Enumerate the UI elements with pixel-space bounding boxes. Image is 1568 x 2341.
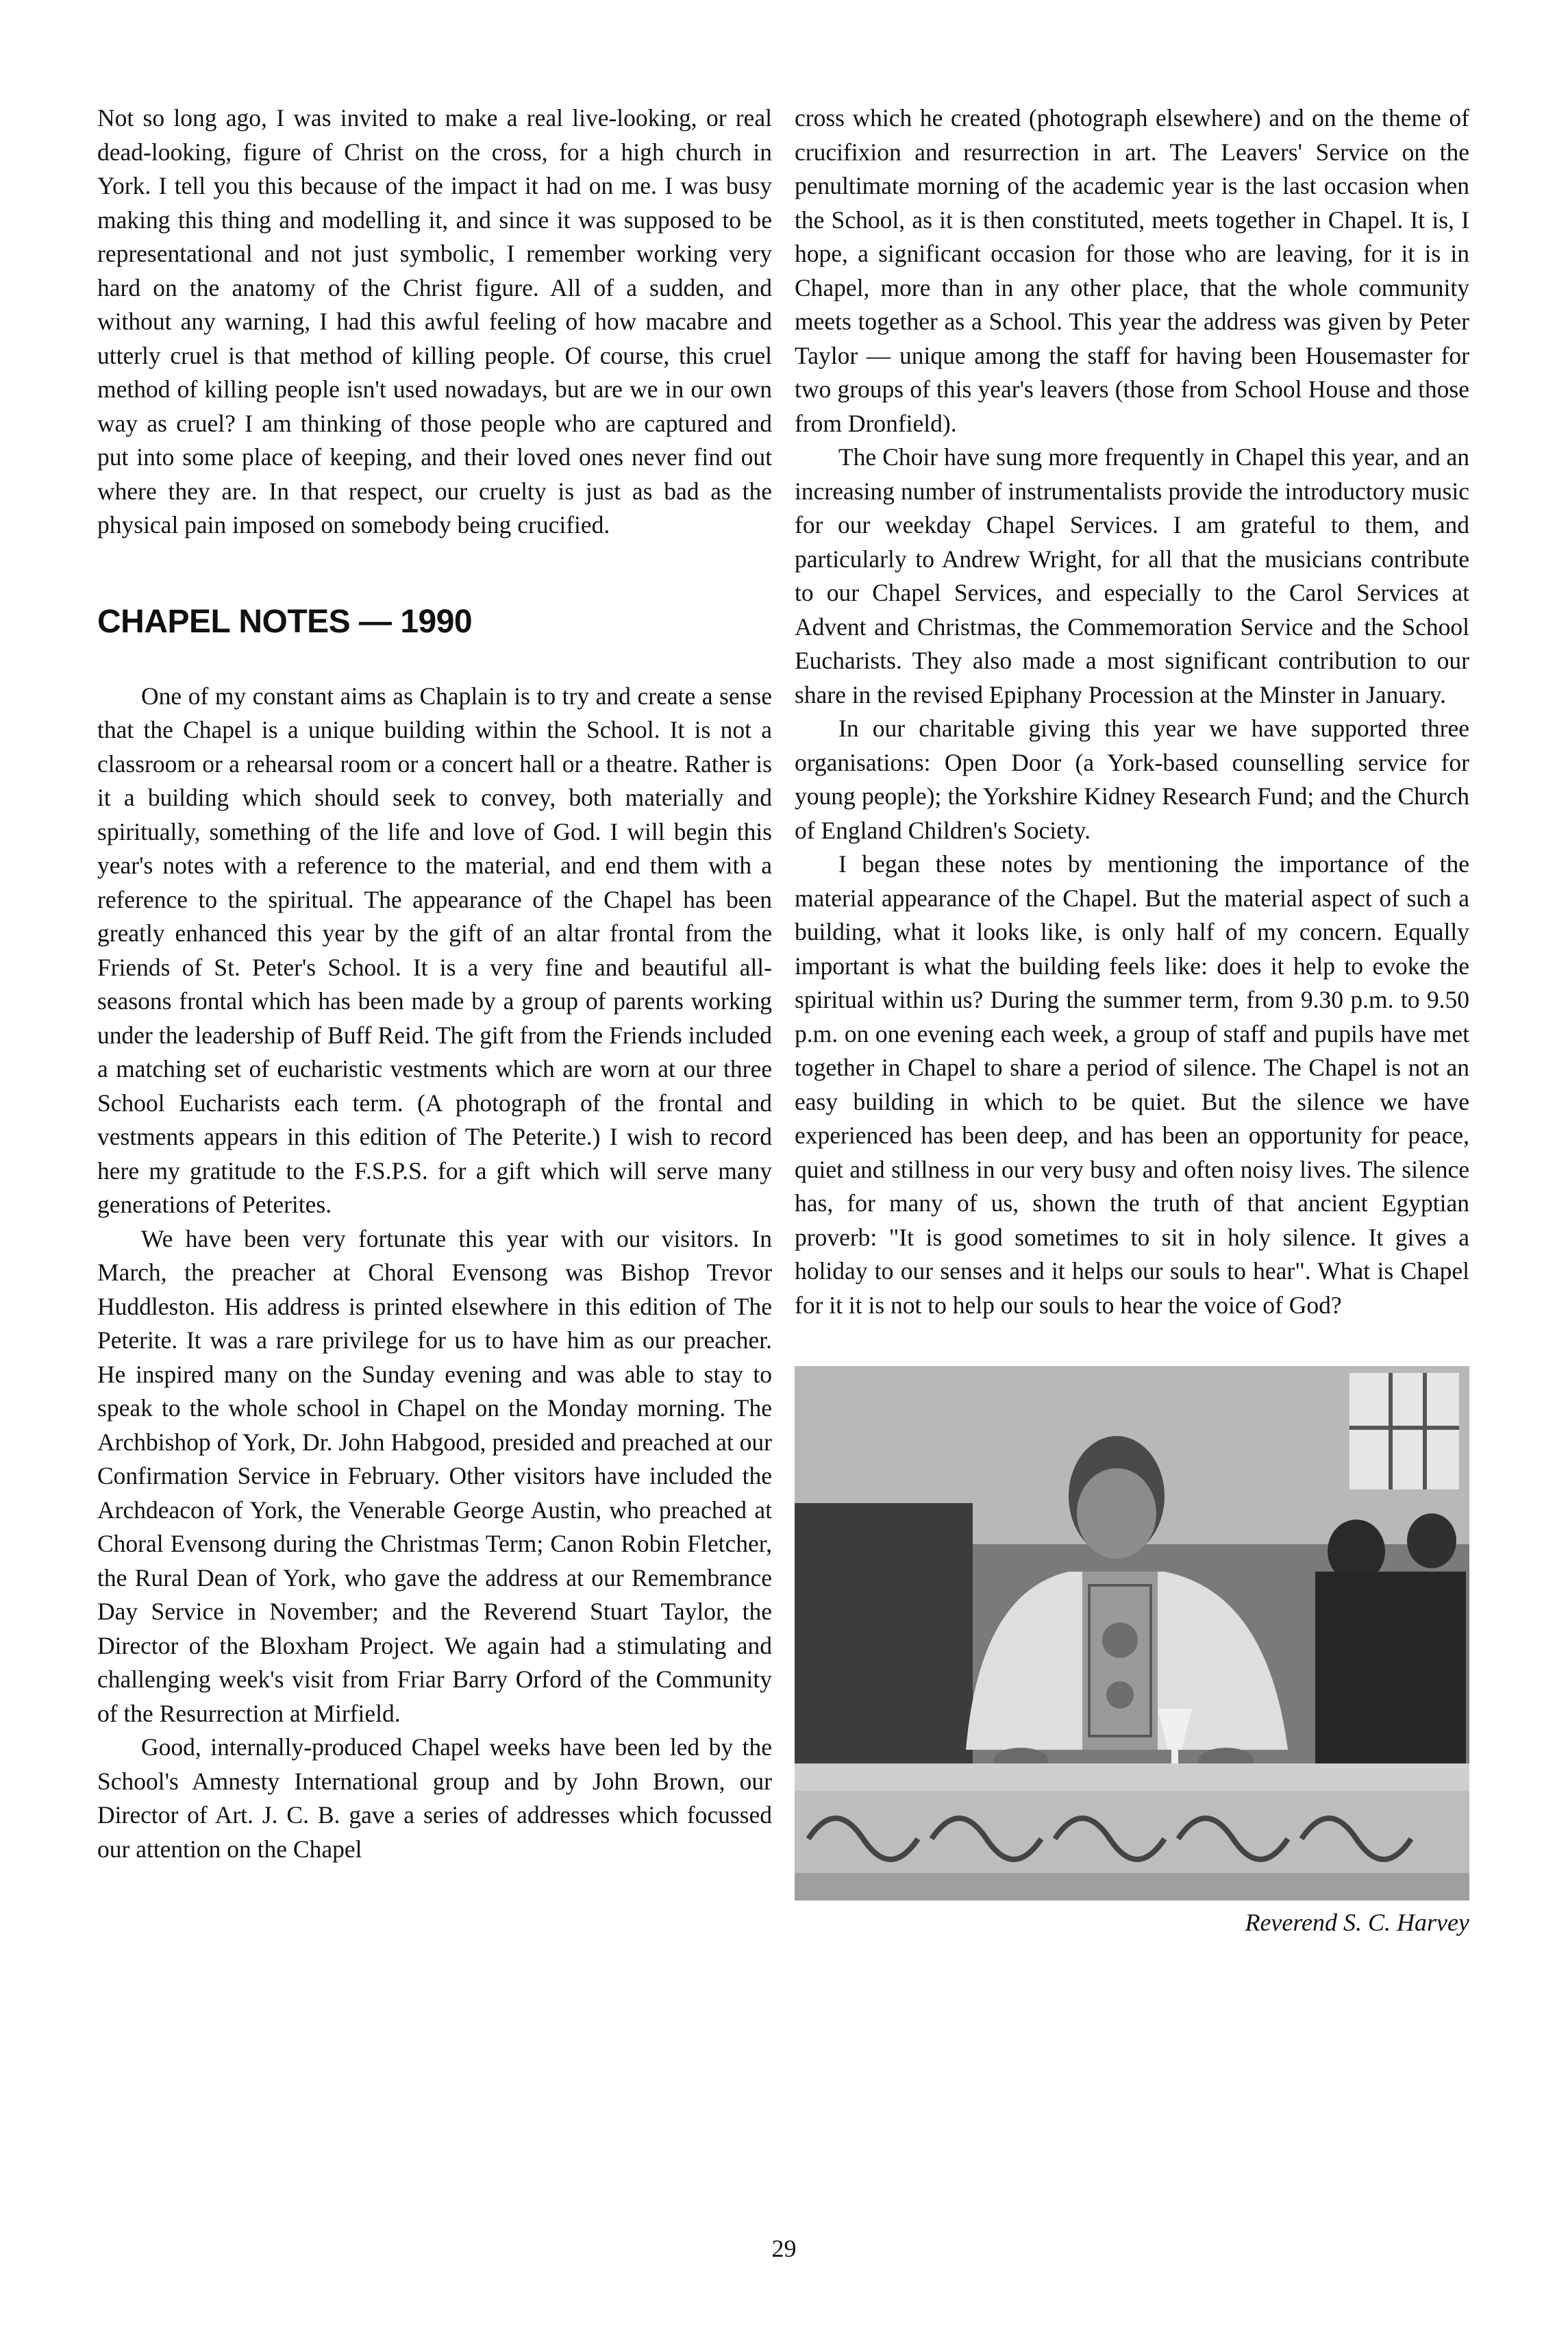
photo-caption: Reverend S. C. Harvey — [1245, 1909, 1469, 1936]
body-paragraph: cross which he created (photograph elsewhere) and on the theme of crucifixion and resurrection in art. The Leavers' Service on the penultimate morning of the academic year is the last occasion when the School, as it is then constituted, meets together in Chapel. It is, I hope, a significant occasion for those who are leaving, for it is in Chapel, more than in any other place, that the whole community meets together as a School. This year the address was given by Peter Taylor — unique among the staff for having been Housemaster for two groups of this year's leavers (those from School House and those from Dronfield). — [795, 104, 1469, 437]
chaplain-photo — [795, 1366, 1469, 1900]
body-paragraph: I began these notes by mentioning the importance of the material appearance of the Chapel. But the material aspect of such a building, what it looks like, is only half of my concern. Equally important is what the building feels like: does it help to evoke the spiritual within us? During the summer term, from 9.30 p.m. to 9.50 p.m. on one evening each week, a group of staff and pupils have met together in Chapel to share a period of silence. The Chapel is not an easy building in which to be quiet. But the silence we have experienced has been deep, and has been an opportunity for peace, quiet and stillness in our very busy and often noisy lives. The silence has, for many of us, shown the truth of that ancient Egyptian proverb: "It is good sometimes to sit in holy silence. It gives a holiday to our senses and it helps our souls to hear". What is Chapel for it it is not to help our souls to hear the voice of God? — [795, 850, 1469, 1319]
intro-paragraph: Not so long ago, I was invited to make a real live-looking, or real dead-looking, figure of Christ on the cross, for a high church in York. I tell you this because of the impact it had on me. I was busy making this thing and modelling it, and since it was supposed to be representational and not just symbolic, I remember working very hard on the anatomy of the Christ figure. All of a sudden, and without any warning, I had this awful feeling of how macabre and utterly cruel is that method of killing people. Of course, this cruel method of killing people isn't used nowadays, but are we in our own way as cruel? I am thinking of those people who are captured and put into some place of keeping, and their loved ones never find out where they are. In that respect, our cruelty is just as bad as the physical pain imposed on somebody being crucified. — [97, 104, 772, 538]
right-column — [795, 101, 1469, 1939]
photo-figure — [795, 1366, 1469, 1939]
section-heading: CHAPEL NOTES — 1990 — [97, 603, 473, 640]
left-column — [97, 101, 772, 1866]
chaplain-photo-illustration — [795, 1366, 1469, 1900]
body-paragraph: One of my constant aims as Chaplain is to try and create a sense that the Chapel is a unique building within the School. It is not a classroom or a rehearsal room or a concert hall or a theatre. Rather is it a building which should seek to convey, both materially and spiritually, something of the life and love of God. I will begin this year's notes with a reference to the material, and end them with a reference to the spiritual. The appearance of the Chapel has been greatly enhanced this year by the gift of an altar frontal from the Friends of St. Peter's School. It is a very fine and beautiful all-seasons frontal which has been made by a group of parents working under the leadership of Buff Reid. The gift from the Friends included a matching set of eucharistic vestments which are worn at our three School Eucharists each term. (A photograph of the frontal and vestments appears in this edition of The Peterite.) I wish to record here my gratitude to the F.S.P.S. for a gift which will serve many generations of Peterites. — [97, 682, 772, 1218]
body-paragraph: The Choir have sung more frequently in Chapel this year, and an increasing number of instrumentalists provide the introductory music for our weekday Chapel Services. I am grateful to them, and particularly to Andrew Wright, for all that the musicians contribute to our Chapel Services, and especially to the Carol Services at Advent and Christmas, the Commemoration Service and the School Eucharists. They also made a most significant contribution to our share in the revised Epiphany Procession at the Minster in January. — [795, 443, 1469, 708]
body-paragraph: We have been very fortunate this year with our visitors. In March, the preacher at Choral Evensong was Bishop Trevor Huddleston. His address is printed elsewhere in this edition of The Peterite. It was a rare privilege for us to have him as our preacher. He inspired many on the Sunday evening and was able to stay to speak to the whole school in Chapel on the Monday morning. The Archbishop of York, Dr. John Habgood, presided and preached at our Confirmation Service in February. Other visitors have included the Archdeacon of York, the Venerable George Austin, who preached at Choral Evensong during the Christmas Term; Canon Robin Fletcher, the Rural Dean of York, who gave the address at our Remembrance Day Service in November; and the Reverend Stuart Taylor, the Director of the Bloxham Project. We again had a stimulating and challenging week's visit from Friar Barry Orford of the Community of the Resurrection at Mirfield. — [97, 1224, 772, 1727]
body-paragraph: Good, internally-produced Chapel weeks have been led by the School's Amnesty International group and by John Brown, our Director of Art. J. C. B. gave a series of addresses which focussed our attention on the Chapel — [97, 1733, 772, 1863]
body-paragraph: In our charitable giving this year we have supported three organisations: Open Door (a York-based counselling service for young people); the Yorkshire Kidney Research Fund; and the Church of England Children's Society. — [795, 715, 1469, 844]
page-number: 29 — [771, 2235, 797, 2262]
